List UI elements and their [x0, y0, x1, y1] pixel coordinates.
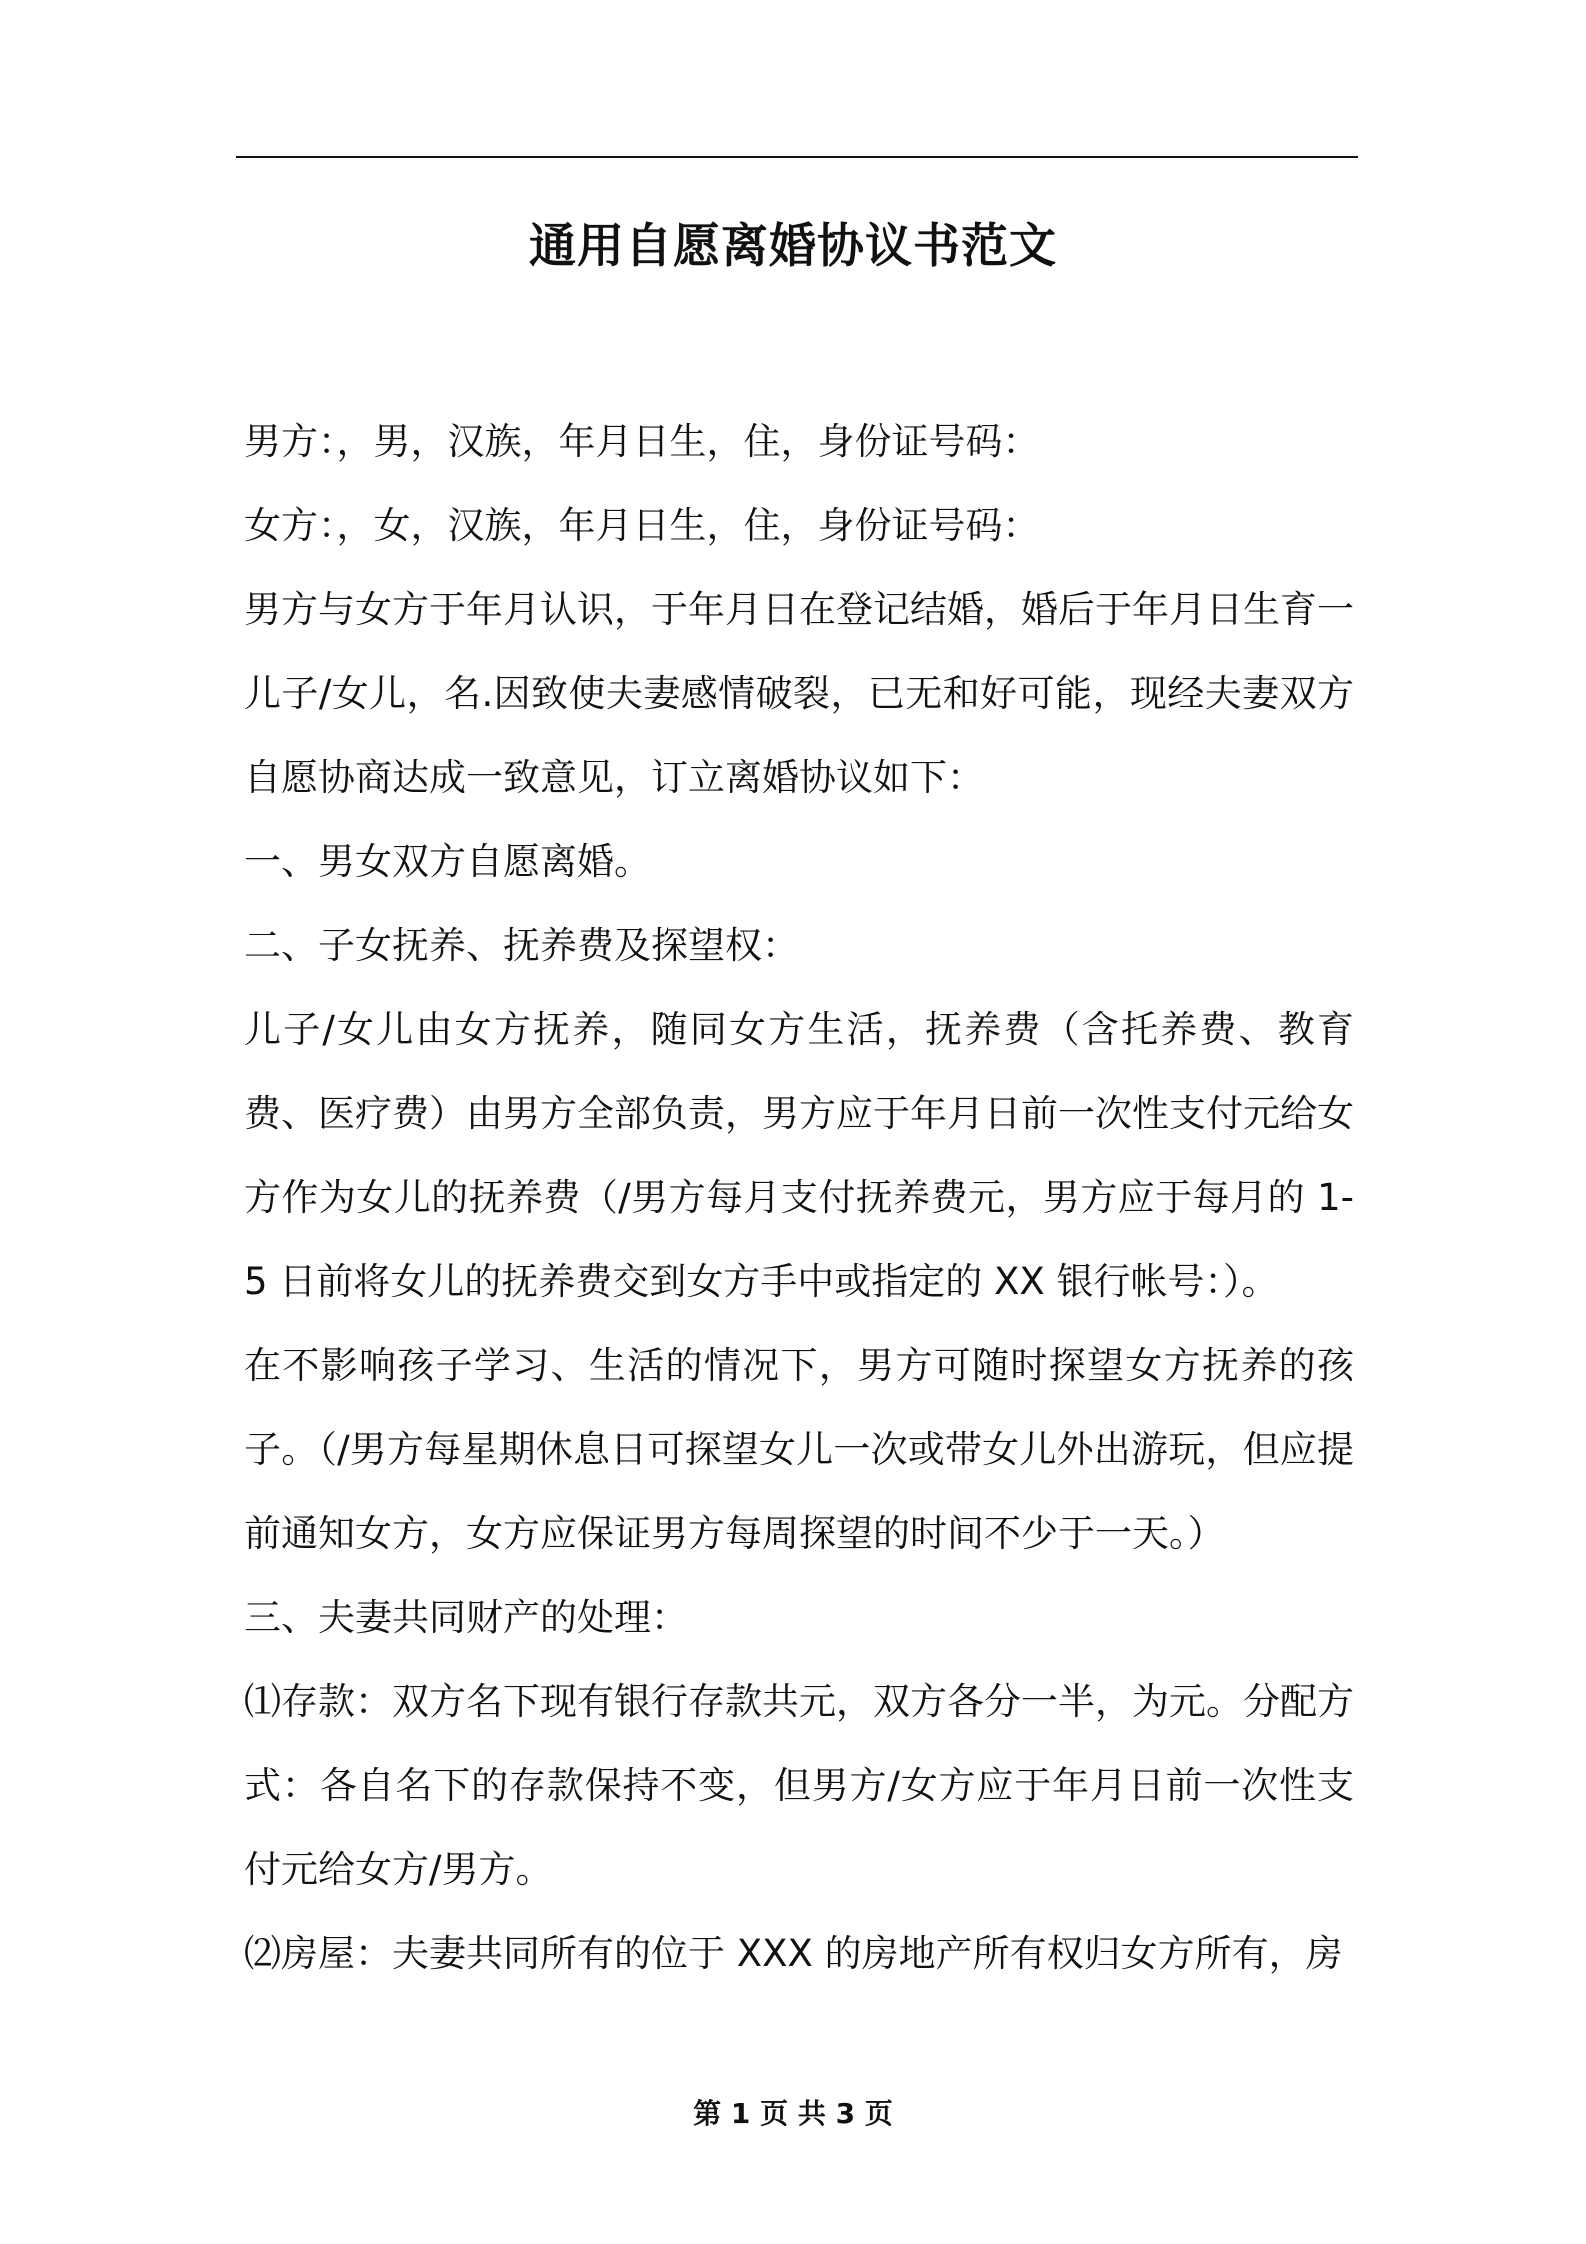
paragraph-child-support: 儿子/女儿由女方抚养，随同女方生活，抚养费（含托养费、教育费、医疗费）由男方全部负责，男方应于年月日前一次性支付元给女方作为女儿的抚养费（/男方每月支付抚养费元，男方应于每月的 1-5 日前将女儿的抚养费交到女方手中或指定的 XX 银行帐号：）。: [244, 1008, 1354, 1303]
clause-2-heading: 二、子女抚养、抚养费及探望权：: [244, 924, 799, 967]
paragraph-wife-info: 女方：，女，汉族，年月日生，住，身份证号码：: [244, 504, 1040, 547]
paragraph-background: 男方与女方于年月认识，于年月日在登记结婚，婚后于年月日生育一儿子/女儿，名.因致使夫妻感情破裂，已无和好可能，现经夫妻双方自愿协商达成一致意见，订立离婚协议如下：: [244, 588, 1354, 799]
paragraph-house: ⑵房屋：夫妻共同所有的位于 XXX 的房地产所有权归女方所有，房: [244, 1932, 1343, 1975]
clause-3-heading: 三、夫妻共同财产的处理：: [244, 1596, 688, 1639]
paragraph-husband-info: 男方：，男，汉族，年月日生，住，身份证号码：: [244, 420, 1040, 463]
clause-1-heading: 一、男女双方自愿离婚。: [244, 840, 651, 883]
header-rule: [236, 156, 1358, 158]
document-title: 通用自愿离婚协议书范文: [529, 219, 1057, 274]
paragraph-visitation: 在不影响孩子学习、生活的情况下，男方可随时探望女方抚养的孩子。（/男方每星期休息日可探望女儿一次或带女儿外出游玩，但应提前通知女方，女方应保证男方每周探望的时间不少于一天。）: [244, 1344, 1354, 1555]
page-footer: 第 1 页 共 3 页: [693, 2097, 893, 2130]
document-body: [244, 400, 1354, 1996]
paragraph-savings: ⑴存款：双方名下现有银行存款共元，双方各分一半，为元。分配方式：各自名下的存款保持不变，但男方/女方应于年月日前一次性支付元给女方/男方。: [244, 1680, 1354, 1891]
